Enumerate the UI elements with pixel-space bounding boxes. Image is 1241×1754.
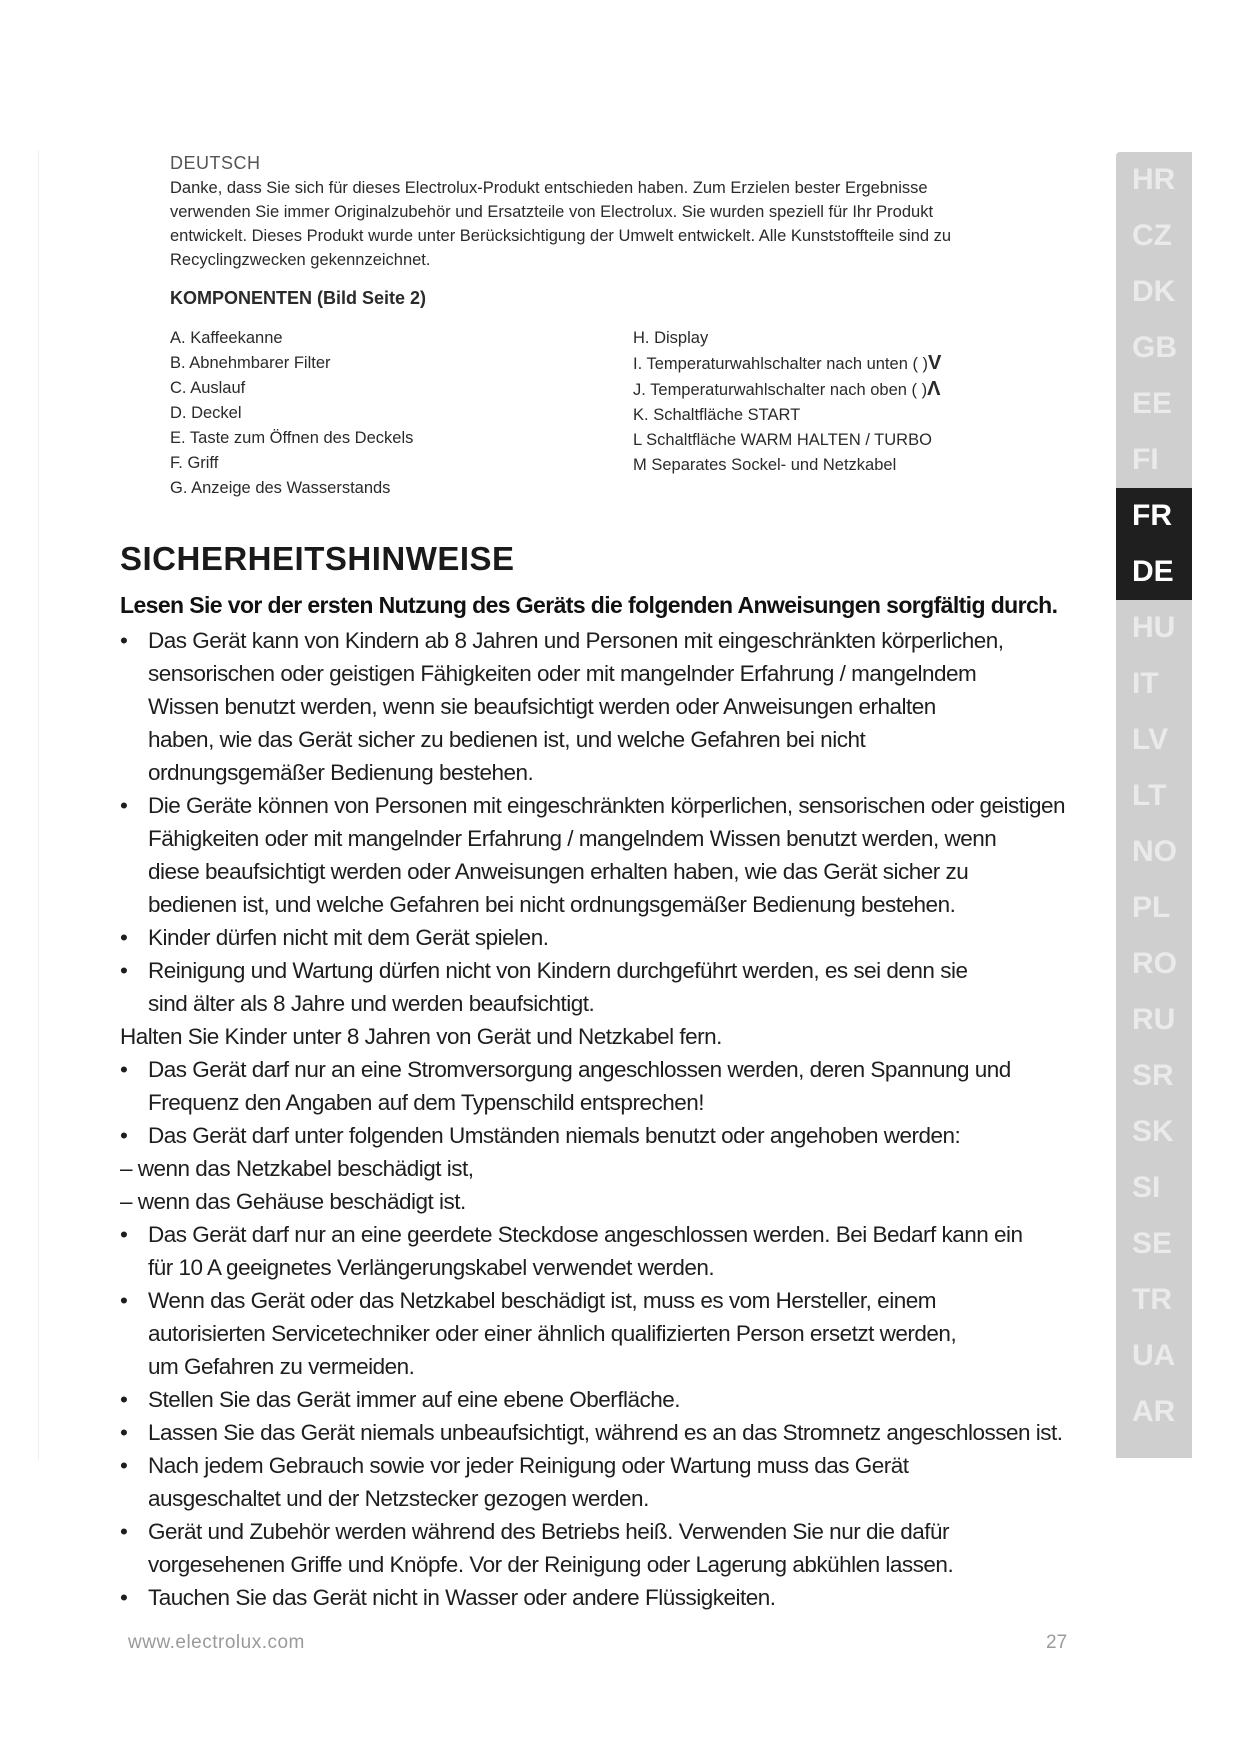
language-tab-cz[interactable]: CZ [1132,219,1172,252]
component-label: Griff [187,454,219,472]
language-tab-ro[interactable]: RO [1132,947,1177,980]
safety-line [120,1086,1080,1119]
safety-line [120,855,1080,888]
safety-line-text: ordnungsgemäßer Bedienung bestehen. [148,760,534,785]
safety-line-text: – wenn das Netzkabel beschädigt ist, [120,1156,474,1181]
safety-line-text: sensorischen oder geistigen Fähigkeiten oder mit mangelnder Erfahrung / mangelndem [148,661,977,686]
language-tab-fr[interactable]: FR [1116,488,1192,544]
bullet-icon: • [120,958,128,983]
safety-line [120,756,1080,789]
safety-line [120,1020,1080,1053]
component-letter: E. [170,429,186,447]
footer-url: www.electrolux.com [128,1632,305,1653]
safety-line-text: Wissen benutzt werden, wenn sie beaufsichtigt werden oder Anweisungen erhalten [148,694,936,719]
language-tab-ua[interactable]: UA [1132,1339,1176,1372]
component-label: Anzeige des Wasserstands [191,479,391,497]
component-label: Display [654,329,709,347]
safety-line [120,1185,1080,1218]
component-item [633,351,1053,377]
language-tab-ar[interactable]: AR [1132,1395,1176,1428]
safety-line-text: für 10 A geeignetes Verlängerungskabel verwendet werden. [148,1255,715,1280]
component-item [170,476,610,501]
bullet-icon: • [120,628,128,653]
component-label: Separates Sockel- und Netzkabel [651,456,897,474]
language-tab-gb[interactable]: GB [1132,331,1177,364]
safety-line [120,1548,1080,1581]
component-label: Taste zum Öffnen des Deckels [189,429,414,447]
component-item [633,377,1053,403]
bullet-icon: • [120,925,128,950]
page-edge-line [38,150,39,1460]
component-letter: L [633,431,642,449]
component-letter: F. [170,454,183,472]
bullet-icon: • [120,1453,128,1478]
bullet-icon: • [120,1123,128,1148]
component-item [170,451,610,476]
safety-line-text: Das Gerät darf unter folgenden Umständen niemals benutzt oder angehoben werden: [148,1123,961,1148]
bullet-icon: • [120,1420,128,1445]
component-letter: G. [170,479,188,497]
safety-line [120,1251,1080,1284]
component-item [633,453,1053,478]
safety-line [120,624,1080,657]
bullet-icon: • [120,793,128,818]
safety-line [120,1449,1080,1482]
components-list-left [170,326,610,501]
safety-body [120,624,1080,1614]
component-letter: M [633,456,647,474]
language-tab-no[interactable]: NO [1132,835,1177,868]
safety-line-text: Frequenz den Angaben auf dem Typenschild entsprechen! [148,1090,704,1115]
language-tab-hr[interactable]: HR [1132,163,1176,196]
safety-line-text: Fähigkeiten oder mit mangelnder Erfahrung / mangelndem Wissen benutzt werden, wenn [148,826,997,851]
language-tab-de[interactable]: DE [1116,544,1192,600]
components-title: KOMPONENTEN (Bild Seite 2) [170,288,427,308]
intro-line: Recyclingzwecken gekennzeichnet. [170,251,431,269]
bullet-icon: • [120,1519,128,1544]
safety-line-text: bedienen ist, und welche Gefahren bei nicht ordnungsgemäßer Bedienung bestehen. [148,892,956,917]
language-tab-ru[interactable]: RU [1132,1003,1176,1036]
safety-line [120,888,1080,921]
safety-line [120,1350,1080,1383]
safety-line-text: Stellen Sie das Gerät immer auf eine ebene Oberfläche. [148,1387,681,1412]
safety-line-text: – wenn das Gehäuse beschädigt ist. [120,1189,466,1214]
safety-line-text: Das Gerät darf nur an eine geerdete Steckdose angeschlossen werden. Bei Bedarf kann ein [148,1222,1023,1247]
safety-line [120,1284,1080,1317]
safety-line [120,921,1080,954]
chevron-up-icon: Λ [927,378,941,400]
safety-line-text: diese beaufsichtigt werden oder Anweisungen erhalten haben, wie das Gerät sicher zu [148,859,969,884]
component-item [633,428,1053,453]
safety-line [120,987,1080,1020]
component-letter: I. [633,355,643,373]
language-tab-fi[interactable]: FI [1132,443,1159,476]
language-tab-sk[interactable]: SK [1132,1115,1174,1148]
safety-line [120,1581,1080,1614]
safety-line-text: Tauchen Sie das Gerät nicht in Wasser oder andere Flüssigkeiten. [148,1585,776,1610]
component-letter: H. [633,329,650,347]
component-letter: C. [170,379,187,397]
language-tab-sr[interactable]: SR [1132,1059,1174,1092]
intro-line: entwickelt. Dieses Produkt wurde unter Berücksichtigung der Umwelt entwickelt. Alle Kunststoffteile sind zu [170,227,952,245]
component-letter: B. [170,354,186,372]
safety-line [120,1119,1080,1152]
language-tab-tr[interactable]: TR [1132,1283,1172,1316]
safety-line-text: Lassen Sie das Gerät niemals unbeaufsichtigt, während es an das Stromnetz angeschlossen ist. [148,1420,1063,1445]
safety-line-text: Gerät und Zubehör werden während des Betriebs heiß. Verwenden Sie nur die dafür [148,1519,950,1544]
component-label: Abnehmbarer Filter [189,354,331,372]
safety-line-text: ausgeschaltet und der Netzstecker gezogen werden. [148,1486,649,1511]
component-item [170,401,610,426]
language-tab-se[interactable]: SE [1132,1227,1173,1260]
intro-text [170,176,1050,272]
component-letter: J. [633,381,646,399]
page-number: 27 [1046,1632,1068,1653]
safety-line-text: Nach jedem Gebrauch sowie vor jeder Reinigung oder Wartung muss das Gerät [148,1453,909,1478]
language-tab-hu[interactable]: HU [1132,611,1176,644]
component-label: Schaltfläche WARM HALTEN / TURBO [646,431,932,449]
bullet-icon: • [120,1585,128,1610]
component-label: Temperaturwahlschalter nach oben ( ) [650,381,928,399]
language-tab-si[interactable]: SI [1132,1171,1161,1204]
safety-line-text: haben, wie das Gerät sicher zu bedienen ist, und welche Gefahren bei nicht [148,727,866,752]
bullet-icon: • [120,1057,128,1082]
component-letter: A. [170,329,186,347]
safety-line [120,789,1080,822]
safety-line-text: Kinder dürfen nicht mit dem Gerät spielen. [148,925,549,950]
language-tab-lv[interactable]: LV [1132,723,1169,756]
safety-line-text: Wenn das Gerät oder das Netzkabel beschädigt ist, muss es vom Hersteller, einem [148,1288,936,1313]
language-tab-it[interactable]: IT [1132,667,1159,700]
safety-line-text: Reinigung und Wartung dürfen nicht von Kindern durchgeführt werden, es sei denn sie [148,958,968,983]
component-item [633,403,1053,428]
safety-line [120,822,1080,855]
component-label: Kaffeekanne [190,329,283,347]
safety-line [120,1383,1080,1416]
chevron-down-icon: V [928,352,942,374]
component-letter: K. [633,406,649,424]
component-label: Schaltfläche START [653,406,801,424]
safety-line [120,1152,1080,1185]
components-list-right [633,326,1053,478]
intro-line: verwenden Sie immer Originalzubehör und Ersatzteile von Electrolux. Sie wurden speziell für Ihr Produkt [170,203,934,221]
safety-line [120,1416,1080,1449]
safety-line [120,1515,1080,1548]
safety-line-text: Die Geräte können von Personen mit eingeschränkten körperlichen, sensorischen oder geistigen [148,793,1066,818]
component-item [170,326,610,351]
language-tab-pl[interactable]: PL [1132,891,1171,924]
bullet-icon: • [120,1288,128,1313]
component-label: Deckel [191,404,242,422]
component-label: Temperaturwahlschalter nach unten ( ) [646,355,929,373]
safety-line-text: um Gefahren zu vermeiden. [148,1354,415,1379]
safety-line-text: Halten Sie Kinder unter 8 Jahren von Gerät und Netzkabel fern. [120,1024,722,1049]
safety-line [120,723,1080,756]
safety-line [120,1317,1080,1350]
safety-line-text: sind älter als 8 Jahre und werden beaufsichtigt. [148,991,595,1016]
safety-title: SICHERHEITSHINWEISE [120,540,515,577]
language-label: DEUTSCH [170,153,261,173]
bullet-icon: • [120,1222,128,1247]
safety-line [120,1053,1080,1086]
component-item [633,326,1053,351]
language-sidebar [1116,152,1192,1458]
component-letter: D. [170,404,187,422]
language-tab-ee[interactable]: EE [1132,387,1173,420]
intro-line: Danke, dass Sie sich für dieses Electrolux-Produkt entschieden haben. Zum Erzielen bester Ergebnisse [170,179,928,197]
safety-line-text: Das Gerät darf nur an eine Stromversorgung angeschlossen werden, deren Spannung und [148,1057,1011,1082]
safety-lead: Lesen Sie vor der ersten Nutzung des Geräts die folgenden Anweisungen sorgfältig durch. [120,592,1058,618]
component-label: Auslauf [190,379,246,397]
language-tab-lt[interactable]: LT [1132,779,1167,812]
language-tab-dk[interactable]: DK [1132,275,1176,308]
component-item [170,351,610,376]
safety-line [120,954,1080,987]
safety-line [120,1482,1080,1515]
component-item [170,426,610,451]
bullet-icon: • [120,1387,128,1412]
component-item [170,376,610,401]
safety-line-text: Das Gerät kann von Kindern ab 8 Jahren und Personen mit eingeschränkten körperlichen, [148,628,1004,653]
safety-line [120,690,1080,723]
safety-line-text: autorisierten Servicetechniker oder einer ähnlich qualifizierten Person ersetzt werden, [148,1321,957,1346]
safety-line [120,657,1080,690]
safety-line [120,1218,1080,1251]
safety-line-text: vorgesehenen Griffe und Knöpfe. Vor der Reinigung oder Lagerung abkühlen lassen. [148,1552,954,1577]
